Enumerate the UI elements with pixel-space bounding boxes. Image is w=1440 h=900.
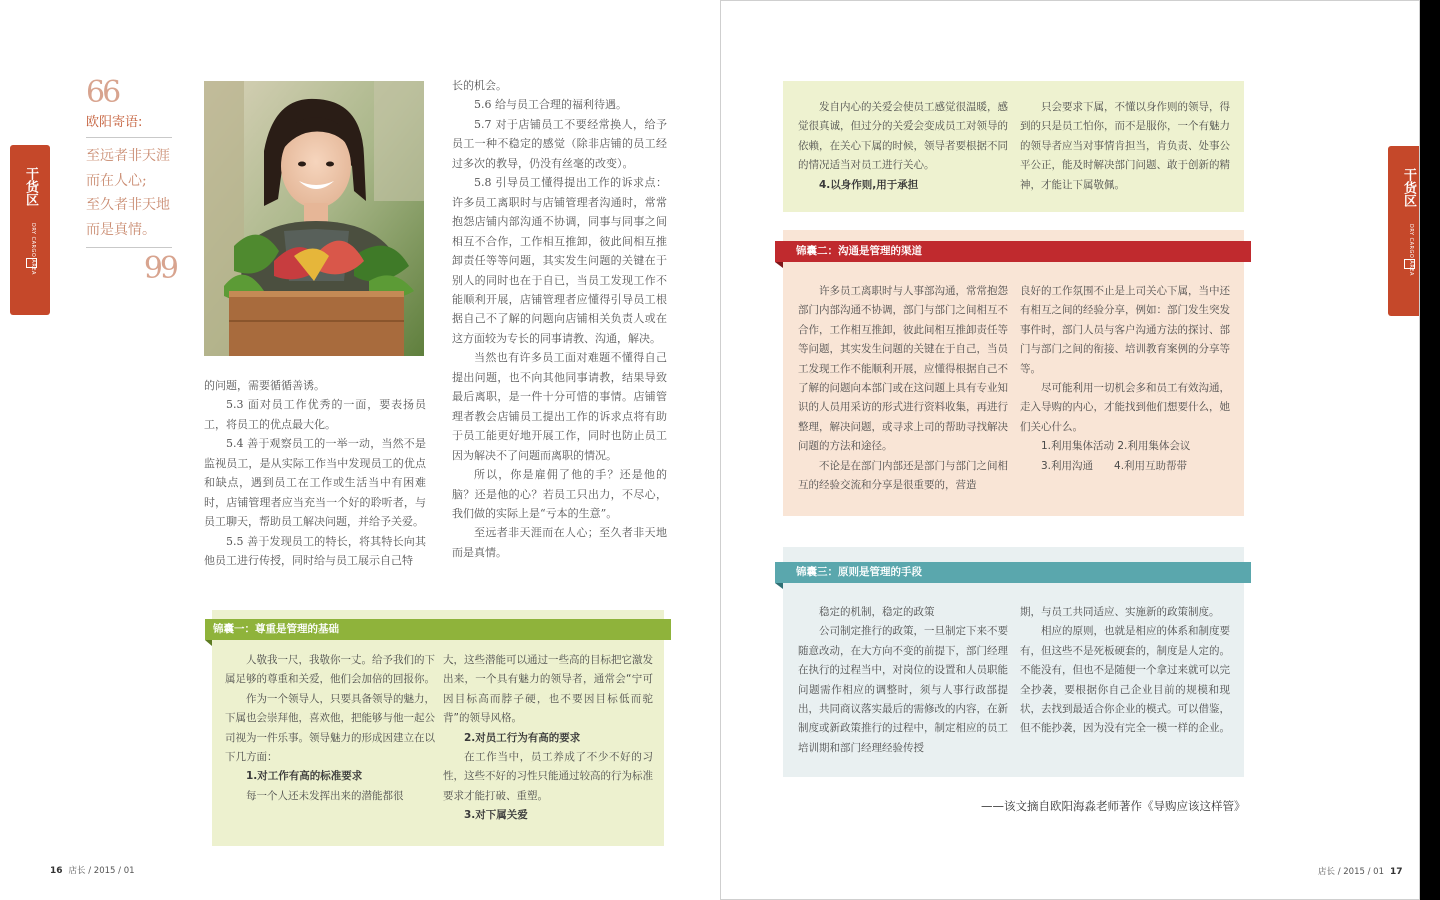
paragraph: 3.利用沟通 4.利用互助帮带 [1041, 459, 1188, 472]
paragraph: 发自内心的关爱会使员工感觉很温暖，感觉很真诚，但过分的关爱会变成员工对领导的依赖，在关心下属的时候，领导者要根据不同的情况适当对员工进行关心。 [798, 101, 1008, 172]
paragraph: 长的机会。 [452, 79, 507, 92]
paragraph: 作为一个领导人，只要具备领导的魅力，下属也会崇拜他，喜欢他，把能够与他一起公司视为一件乐事。领导魅力的形成因建立在以下几方面： [225, 692, 435, 764]
tip-box-3-col-2 [1020, 603, 1230, 758]
paragraph: 5.8 引导员工懂得提出工作的诉求点：许多员工离职时与店铺管理者沟通时，常常抱怨店铺内部沟通不协调，同事与同事之间相互不合作，工作相互推卸，彼此间相互推卸责任等等问题，其实发生问题的关键在于别人的同时也在于自已，当员工发现工作不能顺利开展，店铺管理者应懂得引导员工根据自己不了解的问题向店铺相关负责人或在这方面较为专长的同事请教、沟通，解决。 [452, 176, 667, 345]
paragraph: 不论是在部门内部还是部门与部门之间相互的经验交流和分享是很重要的，营造 [798, 459, 1008, 492]
paragraph: 大，这些潜能可以通过一些高的目标把它激发出来，一个具有魅力的领导者，通常会“宁可因目标高而脖子硬，也不要因目标低而驼背”的领导风格。 [443, 654, 653, 725]
quote-divider [86, 137, 172, 138]
paragraph: 至远者非天涯而在人心；至久者非天地而是真情。 [452, 526, 667, 559]
paragraph: 5.6 给与员工合理的福利待遇。 [474, 98, 627, 112]
paragraph: 5.3 面对员工作优秀的一面，要表扬员工，将员工的优点最大化。 [204, 398, 426, 431]
tip-box-3-title: 锦囊三：原则是管理的手段 [775, 562, 1251, 583]
paragraph: 在工作当中，员工养成了不少不好的习性，这些不好的习性只能通过较高的行为标准要求才能打破、重塑。 [443, 751, 653, 802]
side-tab-title: 干货区 [1401, 168, 1416, 207]
pencil-note-icon [1404, 259, 1415, 269]
paragraph: 2.对员工行为有高的要求 [464, 731, 581, 744]
quote-line: 至久者非天地 [86, 197, 170, 213]
tip-box-1-col-1 [225, 651, 435, 826]
tip-box-3-col-1 [798, 603, 1008, 758]
side-tab-left [10, 145, 50, 315]
right-page [720, 0, 1420, 900]
paragraph: 3.对下属关爱 [464, 809, 528, 822]
left-column-1 [204, 376, 426, 571]
paragraph: 期，与员工共同适应、实施新的政策制度。 [1020, 606, 1220, 618]
paragraph: 5.5 善于发现员工的特长，将其特长向其他员工进行传授，同时给与员工展示自己特 [204, 534, 426, 568]
paragraph: 1.对工作有高的标准要求 [246, 770, 363, 783]
paragraph: 尽可能利用一切机会多和员工有效沟通，走入导购的内心，才能找到他们想要什么，她们关心什么。 [1020, 382, 1230, 433]
paragraph: 稳定的机制，稳定的政策 [819, 606, 935, 618]
close-quote-mark: 99 [143, 251, 176, 286]
pencil-note-icon [26, 258, 37, 268]
tip-box-1-fold [205, 640, 212, 646]
paragraph: 的问题，需要循循善诱。 [204, 379, 325, 392]
tip-box-2-col-2 [1020, 282, 1230, 495]
tip-box-1-col-2 [443, 651, 653, 826]
paragraph: 公司制定推行的政策，一旦制定下来不要随意改动，在大方向不变的前提下，部门经理在执行的过程当中，对岗位的设置和人员职能问题需作相应的调整时，须与人事行政部提出，共同商议落实最后的需修改的内容，在新制度或新政策推行的过程中，制定相应的员工培训期和部门经理经验传授 [798, 625, 1008, 754]
tip-box-3-columns [798, 603, 1230, 758]
paragraph: 许多员工离职时与人事部沟通，常常抱怨部门内部沟通不协调，部门与部门之间相互不合作，工作相互推卸，彼此间相互推卸责任等等问题，其实发生问题的关键在于自己，当员工发现工作不能顺利开展，应懂得根据自己不了解的问题向本部门或在这问题上具有专业知识的人员用采访的形式进行资料收集，再进行整理，解决问题，或寻求上司的帮助寻找解决问题的方法和途径。 [798, 285, 1008, 453]
source-credit: ——该文摘自欧阳海淼老师著作《导购应该这样管》 [981, 799, 1246, 813]
page-number-left: 16 [50, 866, 63, 876]
side-tab-right [1388, 146, 1420, 316]
tip-box-2-title: 锦囊二：沟通是管理的渠道 [775, 241, 1251, 262]
paragraph: 只会要求下属，不懂以身作则的领导，得到的只是员工怕你，而不是服你，一个有魅力的领导者应当对事情肯担当，肯负责、处事公平公正，能及时解决部门问题、敢于创新的精神，才能让下属敬佩。 [1020, 101, 1230, 191]
paragraph: 1.利用集体活动 2.利用集体会议 [1041, 440, 1191, 453]
side-tab-subtitle: DRY CARGO AREA [1408, 224, 1414, 276]
paragraph: 当然也有许多员工面对难题不懂得自己提出问题，也不向其他同事请教，结果导致最后离职，是一件十分可惜的事情。店铺管理者教会店铺员工提出工作的诉求点将有助于员工能更好地开展工作，同时也防止员工因为解决不了问题而离职的情况。 [452, 351, 667, 462]
quote-lines [86, 144, 176, 242]
magazine-issue-left: 店长 / 2015 / 01 [68, 866, 135, 876]
footer-right [1318, 865, 1403, 877]
paragraph: 5.4 善于观察员工的一举一动，当然不是监视员工，是从实际工作当中发现员工的优点和缺点，遇到员工在工作或生活当中有困难时，店铺管理者应当充当一个好的聆听者，与员工聊天，帮助员工解决问题，并给予关爱。 [204, 437, 426, 529]
tip-box-1-title: 锦囊一：尊重是管理的基础 [205, 619, 671, 640]
quote-line: 而是真情。 [86, 221, 156, 238]
tip-box-2-col-1 [798, 282, 1008, 495]
quote-divider [86, 247, 172, 248]
footer-left [50, 864, 135, 876]
tip-box-2-columns [798, 282, 1230, 495]
quote-block [86, 75, 176, 286]
quote-line: 而在人心; [86, 172, 147, 189]
paragraph: 相应的原则，也就是相应的体系和制度要有，但这些不是死板硬套的，制度是人定的。不能没有，但也不是随便一个拿过来就可以完全抄袭，要根据你自己企业目前的规模和现状，去找到最适合你企业的模式。可以借鉴，但不能抄袭，因为没有完全一模一样的企业。 [1020, 625, 1230, 735]
paragraph: 每一个人还未发挥出来的潜能都很 [246, 789, 404, 802]
open-quote-mark: 66 [86, 75, 119, 110]
tip-box-1-columns [225, 651, 653, 826]
photo-woman-with-plants [204, 81, 424, 356]
tip-box-continued-columns [798, 98, 1230, 195]
left-column-2 [452, 76, 667, 562]
paragraph: 所以，你是雇佣了他的手？还是他的脑？还是他的心？若员工只出力，不尽心，我们做的实际上是“亏本的生意”。 [452, 468, 667, 520]
paragraph: 人敬我一尺，我敬你一丈。给予我们的下属足够的尊重和关爱，他们会加倍的回报你。 [225, 654, 435, 686]
tip-box-2-fold [775, 262, 783, 268]
tip-box-continued-col-2 [1020, 98, 1230, 195]
magazine-issue-right: 店长 / 2015 / 01 [1318, 867, 1384, 877]
tip-box-3-fold [775, 583, 783, 589]
page-number-right: 17 [1389, 867, 1403, 877]
tip-box-continued-col-1 [798, 98, 1008, 195]
paragraph: 4.以身作则,用于承担 [819, 178, 919, 191]
paragraph: 良好的工作氛围不止是上司关心下属，当中还有相互之间的经验分享，例如：部门发生突发事件时，部门人员与客户沟通方法的探讨、部门与部门之间的衔接、培训教育案例的分享等等。 [1020, 285, 1230, 375]
quote-line: 至远者非天涯 [86, 148, 170, 164]
side-tab-subtitle: DRY CARGO AREA [30, 223, 36, 275]
paragraph: 5.7 对于店铺员工不要经常换人，给予员工一种不稳定的感觉（除非店铺的员工经过多次的教导，仍没有丝毫的改变）。 [452, 117, 667, 170]
quote-title: 欧阳寄语: [86, 115, 143, 130]
side-tab-title: 干货区 [23, 167, 38, 206]
